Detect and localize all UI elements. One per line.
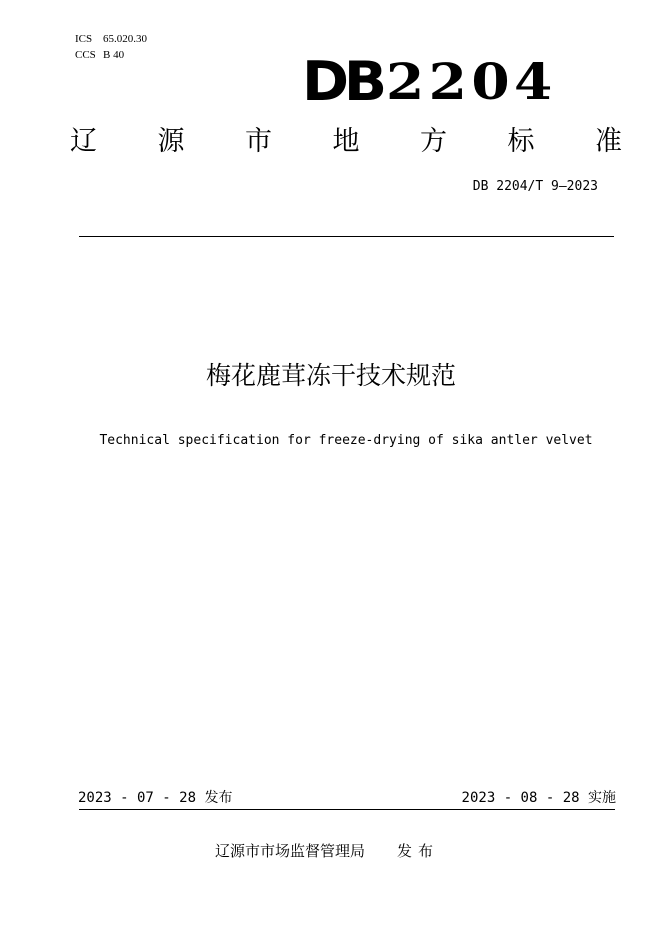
release-date-line [78,788,232,808]
implement-label: 实施 [588,790,616,806]
publisher-name: 辽源市市场监督管理局 [215,842,366,860]
ics-code: 65.020.30 [103,33,147,45]
standard-category [70,122,622,162]
category-char: 标 [507,126,535,157]
implement-date: 2023 - 08 - 28 [461,790,580,806]
category-char: 市 [245,126,272,157]
publisher-action: 发布 [397,842,440,860]
standard-code: DB 2204/T 9—2023 [472,179,598,194]
release-label: 发布 [204,790,233,806]
top-divider [79,236,614,237]
bottom-divider [79,809,615,810]
category-char: 方 [420,126,447,157]
category-char: 地 [332,126,360,157]
ics-line [75,32,147,46]
implement-date-line [462,788,616,808]
mark-prefix: DB [302,50,382,113]
category-char: 准 [595,126,622,157]
ccs-code: B 40 [103,49,125,61]
ccs-line [75,48,124,62]
standard-mark [300,52,566,112]
ccs-label: CCS [75,49,96,61]
category-char: 辽 [70,126,97,157]
release-date: 2023 - 07 - 28 [78,790,197,806]
document-title-en: Technical specification for freeze-drying of sika antler velvet [99,433,593,448]
document-title-zh: 梅花鹿茸冻干技术规范 [205,361,456,390]
ics-label: ICS [75,33,93,45]
mark-number: 2204 [386,52,557,111]
category-char: 源 [157,126,185,157]
publisher-line [215,840,439,862]
